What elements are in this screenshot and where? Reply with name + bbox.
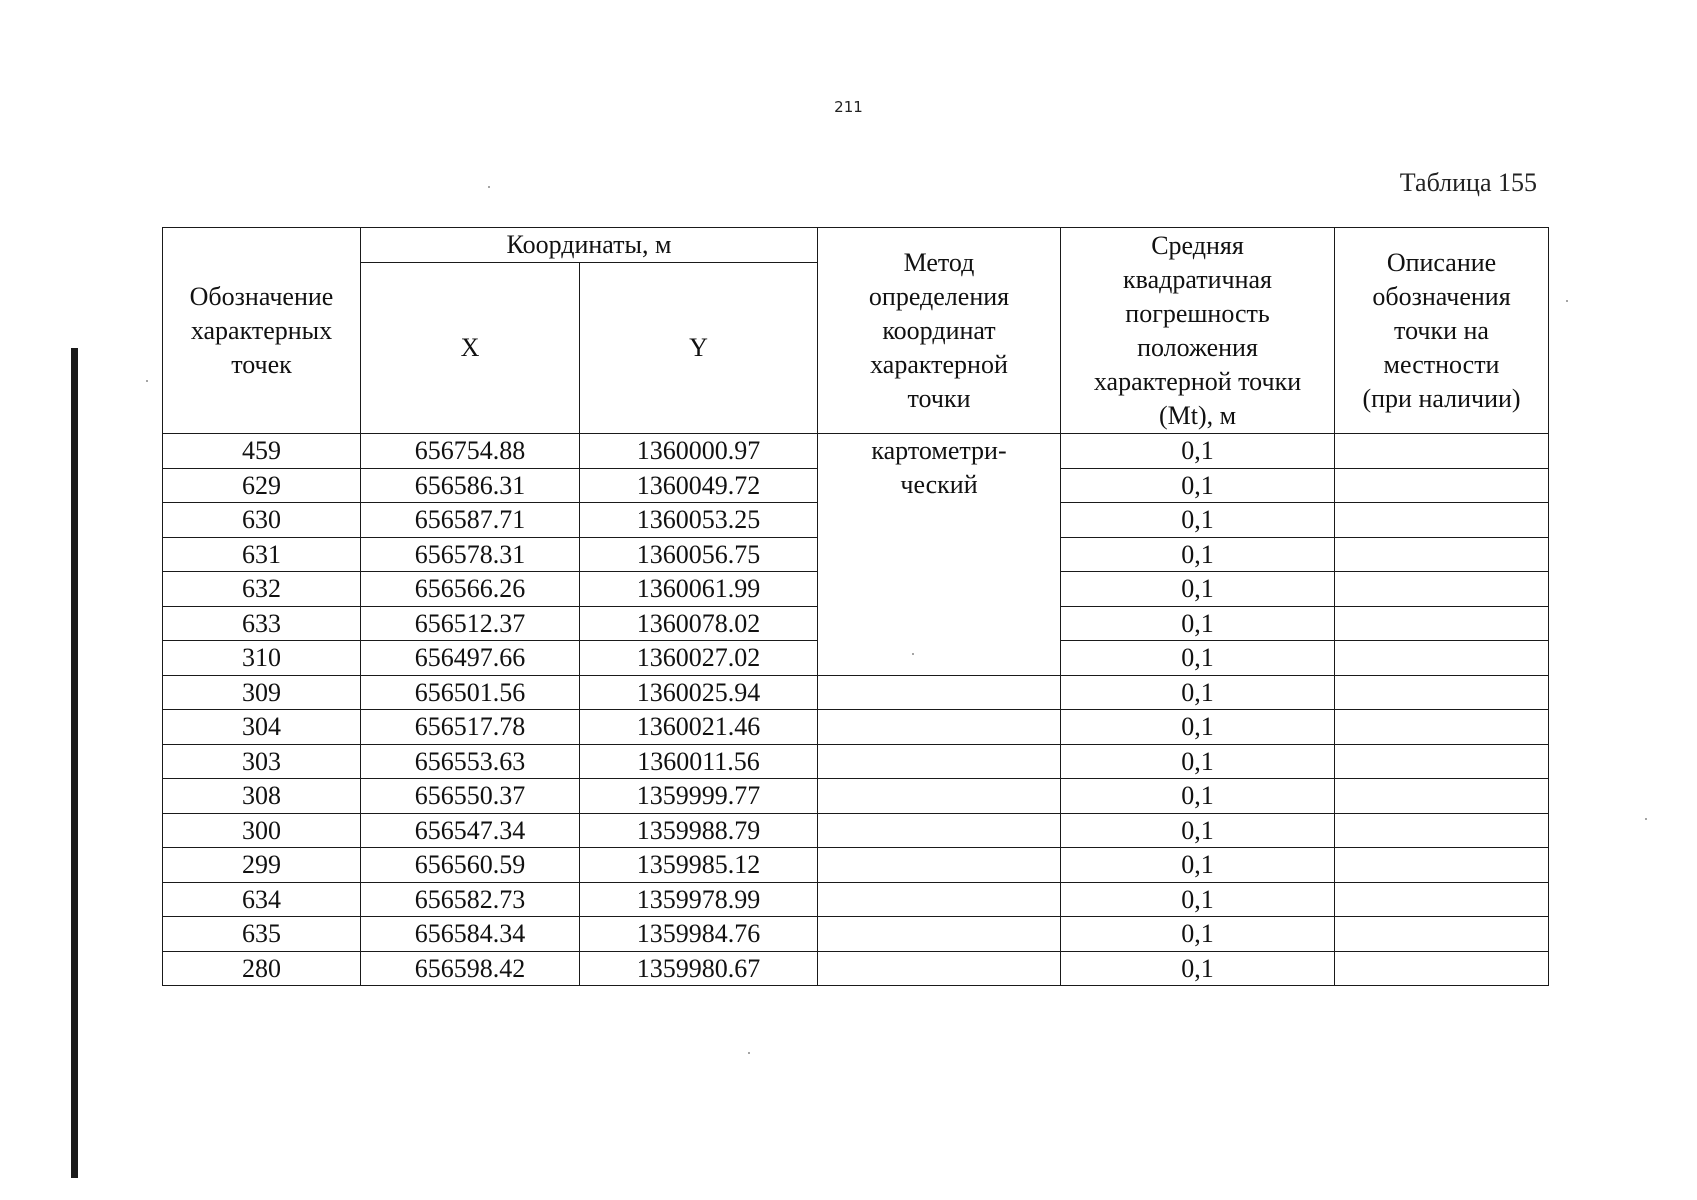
cell-y: 1360021.46 <box>580 710 818 745</box>
cell-y: 1360025.94 <box>580 675 818 710</box>
cell-x: 656560.59 <box>361 848 580 883</box>
cell-description <box>1335 917 1549 952</box>
cell-description <box>1335 503 1549 538</box>
table-row <box>163 813 1549 848</box>
cell-error: 0,1 <box>1061 468 1335 503</box>
cell-description <box>1335 468 1549 503</box>
header-y: Y <box>580 263 818 434</box>
cell-method-empty <box>818 848 1061 883</box>
header-coordinates: Координаты, м <box>361 228 818 263</box>
cell-x: 656584.34 <box>361 917 580 952</box>
scan-edge-bar <box>71 348 78 1178</box>
header-method: Метод определения координат характерной точки <box>818 228 1061 434</box>
cell-method-empty <box>818 710 1061 745</box>
cell-description <box>1335 641 1549 676</box>
cell-description <box>1335 813 1549 848</box>
cell-error: 0,1 <box>1061 606 1335 641</box>
cell-point: 633 <box>163 606 361 641</box>
cell-error: 0,1 <box>1061 675 1335 710</box>
cell-x: 656512.37 <box>361 606 580 641</box>
cell-point: 280 <box>163 951 361 986</box>
cell-y: 1360000.97 <box>580 434 818 469</box>
cell-description <box>1335 848 1549 883</box>
cell-y: 1359984.76 <box>580 917 818 952</box>
cell-description <box>1335 779 1549 814</box>
cell-error: 0,1 <box>1061 882 1335 917</box>
table-row <box>163 779 1549 814</box>
cell-x: 656517.78 <box>361 710 580 745</box>
cell-description <box>1335 710 1549 745</box>
cell-method-empty <box>818 882 1061 917</box>
page-number: 211 <box>834 98 863 116</box>
cell-description <box>1335 572 1549 607</box>
cell-method-empty <box>818 951 1061 986</box>
cell-error: 0,1 <box>1061 779 1335 814</box>
cell-point: 630 <box>163 503 361 538</box>
table-row <box>163 882 1549 917</box>
cell-point: 303 <box>163 744 361 779</box>
cell-x: 656550.37 <box>361 779 580 814</box>
cell-point: 634 <box>163 882 361 917</box>
cell-x: 656754.88 <box>361 434 580 469</box>
cell-point: 629 <box>163 468 361 503</box>
table-row <box>163 434 1549 469</box>
cell-y: 1359980.67 <box>580 951 818 986</box>
scan-speck <box>748 1052 750 1054</box>
cell-y: 1360049.72 <box>580 468 818 503</box>
cell-description <box>1335 434 1549 469</box>
cell-point: 299 <box>163 848 361 883</box>
header-description: Описание обозначения точки на местности (при наличии) <box>1335 228 1549 434</box>
cell-y: 1359978.99 <box>580 882 818 917</box>
table-row <box>163 951 1549 986</box>
cell-x: 656566.26 <box>361 572 580 607</box>
cell-point: 459 <box>163 434 361 469</box>
cell-method-empty <box>818 675 1061 710</box>
cell-y: 1359999.77 <box>580 779 818 814</box>
cell-error: 0,1 <box>1061 572 1335 607</box>
cell-point: 635 <box>163 917 361 952</box>
cell-description <box>1335 675 1549 710</box>
cell-x: 656587.71 <box>361 503 580 538</box>
cell-method-empty <box>818 917 1061 952</box>
cell-x: 656501.56 <box>361 675 580 710</box>
cell-description <box>1335 951 1549 986</box>
scan-speck <box>1566 300 1568 302</box>
cell-y: 1360011.56 <box>580 744 818 779</box>
cell-error: 0,1 <box>1061 813 1335 848</box>
table-row <box>163 744 1549 779</box>
cell-error: 0,1 <box>1061 744 1335 779</box>
table-row <box>163 917 1549 952</box>
header-x: X <box>361 263 580 434</box>
cell-description <box>1335 537 1549 572</box>
header-row-1 <box>163 228 1549 263</box>
cell-error: 0,1 <box>1061 848 1335 883</box>
table-row <box>163 848 1549 883</box>
scan-speck <box>146 380 148 382</box>
coordinates-table <box>162 227 1549 986</box>
cell-point: 631 <box>163 537 361 572</box>
cell-description <box>1335 882 1549 917</box>
cell-point: 308 <box>163 779 361 814</box>
cell-method: картометри- ческий <box>818 434 1061 676</box>
cell-method-empty <box>818 813 1061 848</box>
cell-method-empty <box>818 779 1061 814</box>
cell-y: 1360053.25 <box>580 503 818 538</box>
cell-x: 656547.34 <box>361 813 580 848</box>
header-error: Средняя квадратичная погрешность положения характерной точки (Mt), м <box>1061 228 1335 434</box>
cell-x: 656553.63 <box>361 744 580 779</box>
table-row <box>163 710 1549 745</box>
cell-y: 1359985.12 <box>580 848 818 883</box>
cell-point: 310 <box>163 641 361 676</box>
cell-description <box>1335 606 1549 641</box>
cell-y: 1360061.99 <box>580 572 818 607</box>
cell-y: 1360056.75 <box>580 537 818 572</box>
cell-x: 656586.31 <box>361 468 580 503</box>
cell-x: 656598.42 <box>361 951 580 986</box>
cell-x: 656497.66 <box>361 641 580 676</box>
cell-error: 0,1 <box>1061 537 1335 572</box>
cell-point: 300 <box>163 813 361 848</box>
cell-error: 0,1 <box>1061 710 1335 745</box>
cell-y: 1360078.02 <box>580 606 818 641</box>
header-point-designation: Обозначение характерных точек <box>163 228 361 434</box>
cell-point: 304 <box>163 710 361 745</box>
cell-point: 309 <box>163 675 361 710</box>
cell-point: 632 <box>163 572 361 607</box>
cell-method-empty <box>818 744 1061 779</box>
cell-y: 1359988.79 <box>580 813 818 848</box>
cell-error: 0,1 <box>1061 434 1335 469</box>
cell-x: 656582.73 <box>361 882 580 917</box>
cell-error: 0,1 <box>1061 951 1335 986</box>
cell-error: 0,1 <box>1061 503 1335 538</box>
cell-y: 1360027.02 <box>580 641 818 676</box>
scan-speck <box>488 186 490 188</box>
cell-error: 0,1 <box>1061 917 1335 952</box>
table-caption: Таблица 155 <box>1399 168 1537 197</box>
cell-description <box>1335 744 1549 779</box>
cell-x: 656578.31 <box>361 537 580 572</box>
table-row <box>163 675 1549 710</box>
scan-speck <box>1645 818 1647 820</box>
cell-error: 0,1 <box>1061 641 1335 676</box>
